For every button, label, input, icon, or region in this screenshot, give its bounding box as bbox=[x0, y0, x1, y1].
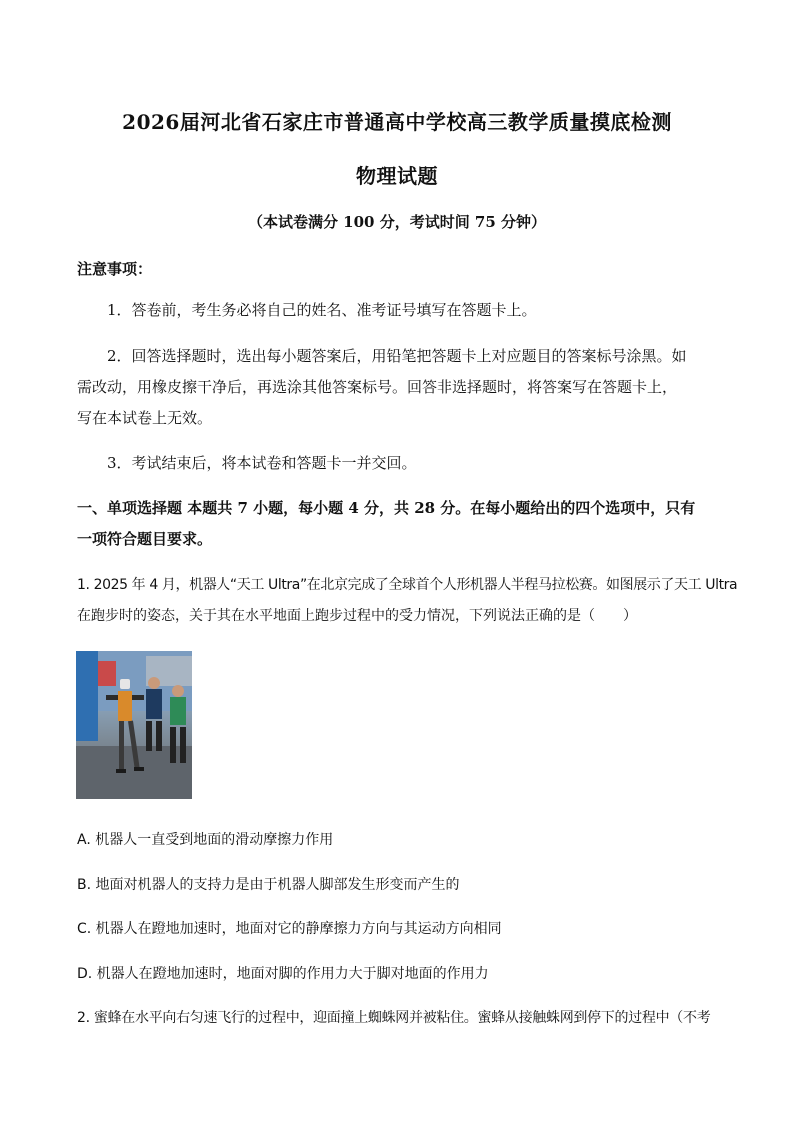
notice-heading: 注意事项： bbox=[77, 260, 153, 278]
robot-photo-illustration bbox=[76, 651, 192, 799]
notice-item-2-cont2: 写在本试卷上无效。 bbox=[77, 409, 213, 427]
robot-marathon-photo bbox=[76, 651, 192, 799]
subject-title: 物理试题 bbox=[356, 164, 438, 188]
option-a: A. 机器人一直受到地面的滑动摩擦力作用 bbox=[77, 832, 334, 848]
question-2-line-1: 2. 蜜蜂在水平向右匀速飞行的过程中，迎面撞上蜘蛛网并被粘住。蜜蜂从接触蛛网到停下的过程中（不考 bbox=[77, 1010, 711, 1026]
section-heading: 一、单项选择题 本题共 7 小题，每小题 4 分，共 28 分。在每小题给出的四个选项中，只有 bbox=[77, 499, 696, 517]
question-1-line-1: 1. 2025 年 4 月，机器人“天工 Ultra”在北京完成了全球首个人形机器人半程马拉松赛。如图展示了天工 Ultra bbox=[77, 577, 738, 593]
section-heading-cont: 一项符合题目要求。 bbox=[77, 530, 213, 548]
notice-item-1: 1．答卷前，考生务必将自己的姓名、准考证号填写在答题卡上。 bbox=[107, 301, 537, 319]
notice-item-3: 3．考试结束后，将本试卷和答题卡一并交回。 bbox=[107, 454, 417, 472]
exam-title: 2026届河北省石家庄市普通高中学校高三教学质量摸底检测 bbox=[122, 110, 672, 134]
notice-item-2-cont: 需改动，用橡皮擦干净后，再选涂其他答案标号。回答非选择题时，将答案写在答题卡上， bbox=[77, 378, 678, 396]
option-d: D. 机器人在蹬地加速时，地面对脚的作用力大于脚对地面的作用力 bbox=[77, 966, 489, 982]
question-1-line-2: 在跑步时的姿态，关于其在水平地面上跑步过程中的受力情况，下列说法正确的是（ ） bbox=[77, 608, 637, 624]
option-b: B. 地面对机器人的支持力是由于机器人脚部发生形变而产生的 bbox=[77, 877, 460, 893]
notice-item-2: 2．回答选择题时，选出每小题答案后，用铅笔把答题卡上对应题目的答案标号涂黑。如 bbox=[107, 347, 687, 365]
option-c: C. 机器人在蹬地加速时，地面对它的静摩擦力方向与其运动方向相同 bbox=[77, 921, 502, 937]
exam-info: （本试卷满分 100 分，考试时间 75 分钟） bbox=[247, 213, 547, 231]
